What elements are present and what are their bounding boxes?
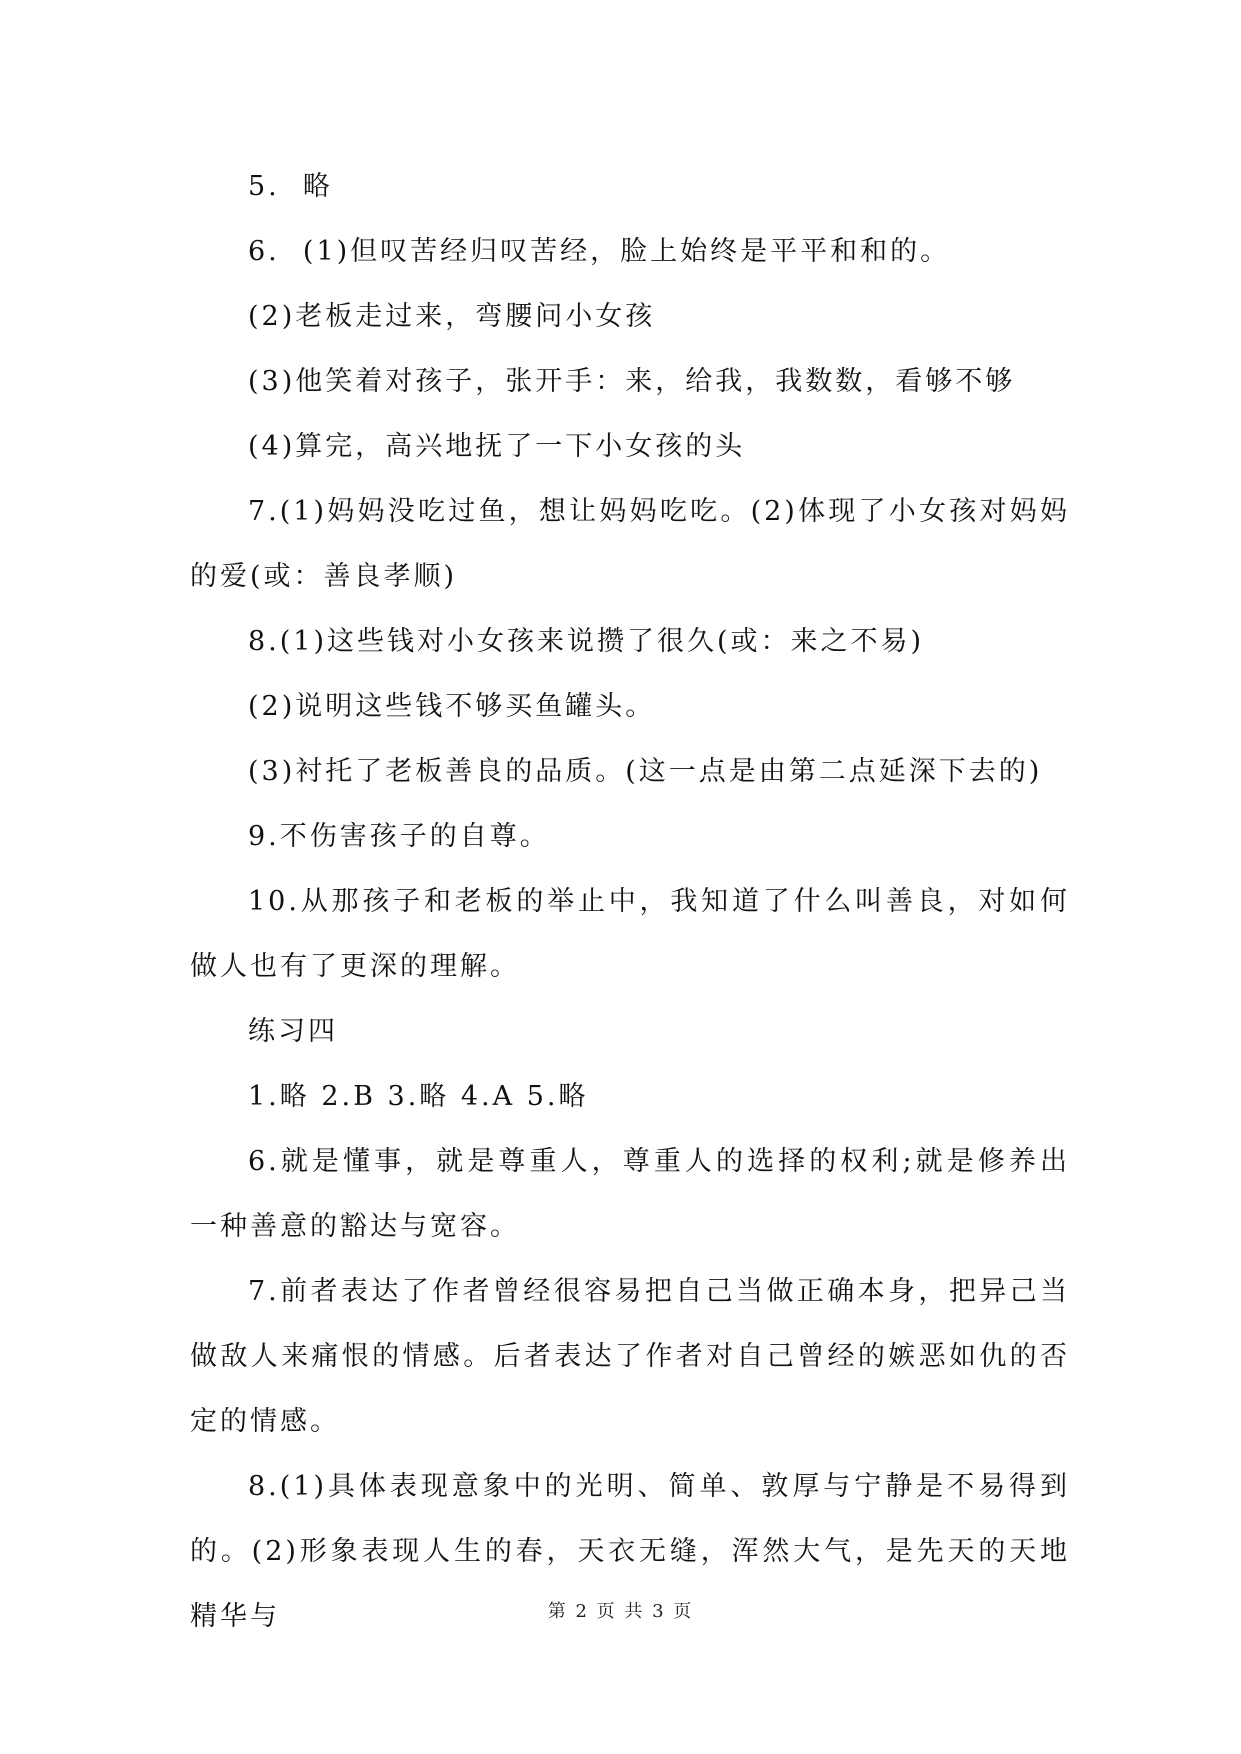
answer-6-1: 6. (1)但叹苦经归叹苦经，脸上始终是平平和和的。: [248, 236, 951, 267]
answer-8-3: (3)衬托了老板善良的品质。(这一点是由第二点延深下去的): [248, 756, 1043, 787]
answer-5: 5. 略: [248, 171, 333, 202]
answer-6-2: (2)老板走过来，弯腰问小女孩: [248, 301, 656, 332]
answer-6: 6.就是懂事，就是尊重人，尊重人的选择的权利;就是修养出一种善意的豁达与宽容。: [190, 1146, 1070, 1242]
document-body: [190, 154, 1070, 1649]
answer-7-b: 7.前者表达了作者曾经很容易把自己当做正确本身，把异己当做敌人来痛恨的情感。后者表达了作者对自己曾经的嫉恶如仇的否定的情感。: [190, 1276, 1070, 1437]
answer-8-2: (2)说明这些钱不够买鱼罐头。: [248, 691, 656, 722]
answer-8-1: 8.(1)这些钱对小女孩来说攒了很久(或：来之不易): [248, 626, 925, 657]
answer-6-3: (3)他笑着对孩子，张开手：来，给我，我数数，看够不够: [248, 366, 1016, 397]
answer-9: 9.不伤害孩子的自尊。: [248, 821, 550, 852]
page-number: 第 2 页 共 3 页: [547, 1601, 694, 1622]
answer-8: 8.(1)具体表现意象中的光明、简单、敦厚与宁静是不易得到的。(2)形象表现人生的春，天衣无缝，浑然大气，是先天的天地精华与: [190, 1471, 1070, 1632]
answer-7: 7.(1)妈妈没吃过鱼，想让妈妈吃吃。(2)体现了小女孩对妈妈的爱(或：善良孝顺): [190, 496, 1070, 592]
answer-6-4: (4)算完，高兴地抚了一下小女孩的头: [248, 431, 746, 462]
section-heading: 练习四: [248, 1016, 338, 1047]
answers-1-5: 1.略 2.B 3.略 4.A 5.略: [248, 1081, 589, 1112]
answer-10: 10.从那孩子和老板的举止中，我知道了什么叫善良，对如何做人也有了更深的理解。: [190, 886, 1070, 982]
